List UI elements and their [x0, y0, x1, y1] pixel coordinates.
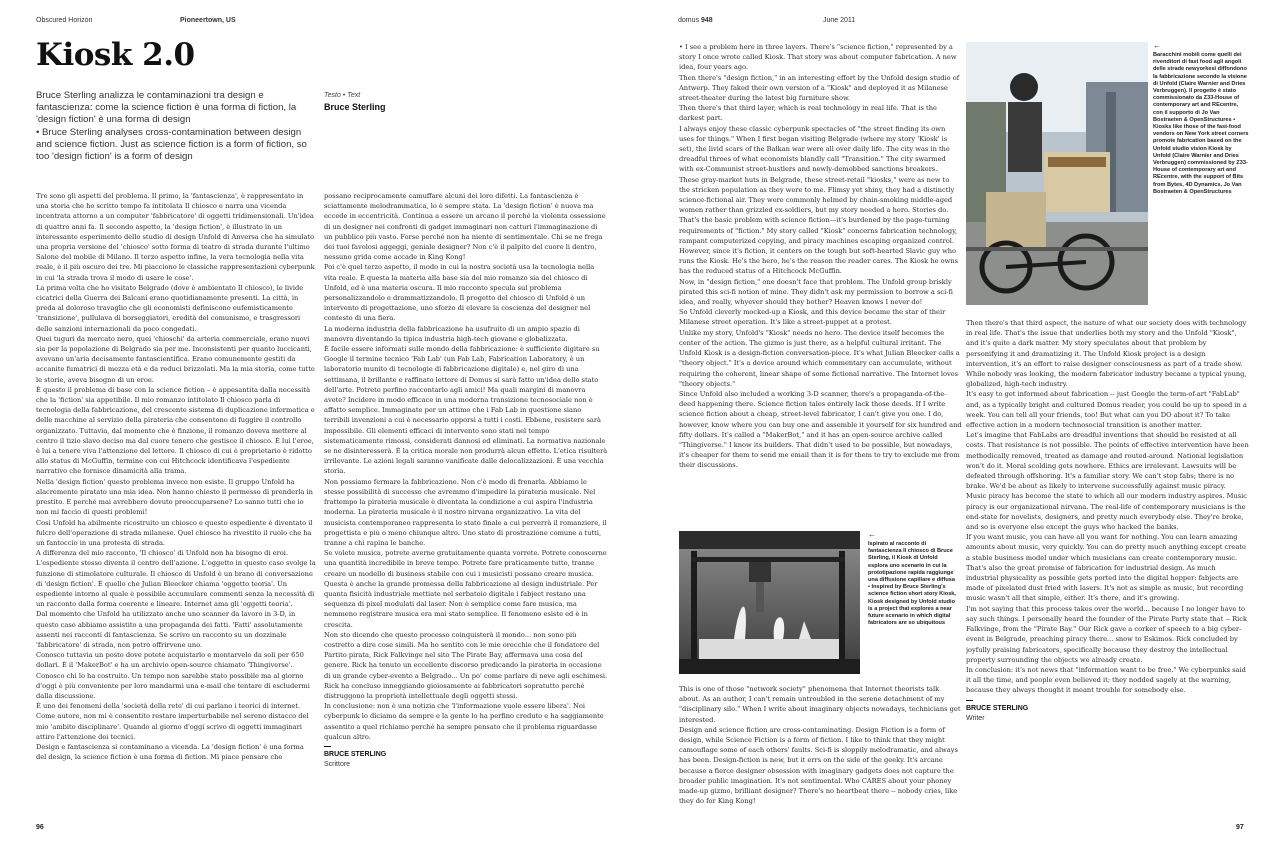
- body-column-1-bottom: [679, 684, 962, 814]
- caption-fabricator-text: Ispirato al racconto di fantascienza Il chiosco di Bruce Sterling, il Kiosk di Unfold esplora uno scenario in cui la prototipazione rapida raggiunge una diffusione capillare e diffusa • Inspired by Bruce Sterling's science fiction short story Kiosk, Kiosk designed by Unfold studio is a project that explores a near future scenario in which digital fabricators are so ubiquitous: [868, 541, 956, 627]
- standfirst-english: • Bruce Sterling analyses cross-contamination between design and science fiction. Just as science fiction is a form of fiction, so too 'design fiction' is a form of design: [36, 126, 307, 163]
- right-page: [640, 0, 1280, 849]
- standfirst-italian: Bruce Sterling analizza le contaminazioni tra design e fantascienza: come la science fiction è una forma di fiction, la 'design fiction' è una forma di design: [36, 90, 297, 126]
- body-paragraph: • I see a problem here in three layers. There's "science fiction," represented by a story I once wrote called Kiosk. That story was about computer fabrication. A new idea, four years ago.: [679, 43, 957, 72]
- body-paragraph: I always enjoy these classic cyberpunk spectacles of "the street finding its own uses for things." When I first began visiting Belgrade (where my story 'Kiosk' is set), the livid scars of the Balkan war were all over daily life. The city was in the dreadful throes of what economists blandly call "Transition." The city swarmed with ex-Communist street-hustlers and newly-demobbed sanctions breakers.: [679, 124, 950, 174]
- body-paragraph: Music piracy has become the state to which all our modern industry aspires. Music piracy is our organizational nirvana. The real-life of contemporary musicians is the end-state for novelists, designers, and pretty much everybody else. They're broke, and so is everyone else except the guys who hacked the banks.: [966, 492, 1247, 532]
- body-paragraph: Tre sono gli aspetti del problema. Il primo, la 'fantascienza', è rappresentato in una storia che ho scritto tempo fa intitolata Il chiosco e narra una vicenda incentrata attorno a un computer 'fabbricatore' di oggetti tridimensionali. Un'idea di quattro anni fa. Il secondo aspetto, la 'design fiction', è illustrato in un interessante esperimento dello studio di design Unfold di Anversa che ha simulato una propria versione del 'chiosco' sotto forma di teatro di strada durante l'ultimo Salone del mobile di Milano. Il terzo aspetto infine, la vera tecnologia nella vita reale, è il più oscuro dei tre. Mi piacciono le classiche rappresentazioni cyberpunk in cui 'la strada trova il modo di usare le cose'.: [36, 192, 315, 282]
- credit-label: Testo • Text: [324, 92, 361, 99]
- body-paragraph: È questo il problema di base con la science fiction – è appesantita dalla necessità che la 'fiction' sia appetibile. Il mio romanzo intitolato Il chiosco parla di tecnologia della fabbricazione, del crescente sistema di duplicazione informatica e delle macchine al servizio della pirateria che consentono di fuggire il controllo organizzato. Tuttavia, dal momento che è finzione, il romanzo doveva mettere al centro il tizio slavo deciso ma dal cuore tenero che gestisce il chiosco. È lui l'eroe, è lui a tenere viva l'attenzione del lettore. Il chiosco di cui è proprietario è ridotto allo status di McGuffin, termine con cui Hitchcock identificava l'espediente narrativo che fornisce dinamicità alla trama.: [36, 385, 315, 476]
- issue-number: 948: [700, 17, 713, 24]
- body-paragraph: Then there's that third aspect, the nature of what our society does with technology in real life. That's the issue that underlies both my story and the Unfold "Kiosk", and it's quite a dark matter. My story speculates about that problem by personifying it and dramatizing it. The Unfold Kiosk project is a design intervention, it's an effort to raise designer consciousness as part of a trade show.: [966, 319, 1247, 368]
- body-paragraph: Design e fantascienza si contaminano a vicenda. La 'design fiction' è una forma del design, la science fiction è una forma di fiction. Mi piace pensare che: [36, 742, 304, 762]
- body-column-2: [966, 318, 1249, 812]
- body-paragraph: These gray-market huts in Belgrade, these street-retail "kiosks," were as new to the stricken population as they were to me. Flimsy yet shiny, they had a distinctly science-fictional air. They were commonly helmed by chain-smoking middle-aged women rather than grizzled ex-soldiers, but my story needed a hero. Stories do.: [679, 175, 955, 215]
- body-column-2: [324, 191, 608, 811]
- signature-role: Writer: [966, 714, 985, 722]
- signature-name: BRUCE STERLING: [324, 750, 387, 758]
- body-column-1: [36, 191, 316, 812]
- body-paragraph: While nobody was looking, the modern fabricator industry became a typical young, globalized, high-tech industry.: [966, 370, 1247, 389]
- article-title: Kiosk 2.0: [36, 37, 195, 73]
- body-paragraph: It's easy to get informed about fabrication -- just Google the term-of-art "FabLab" and, as a typically bright and cultured Domus reader, you could be up to speed in a week. You can tell all your friends, too! But what can you DO about it? To take effective action in a modern technosocial transition is another matter.: [966, 390, 1247, 430]
- body-paragraph: Quei tuguri da mercato nero, quei 'chioschi' da arteria commerciale, erano nuovi sia per la popolazione di Belgrado sia per me. Inconsistenti per quanto luccicanti, avevano un'aria decisamente fantascientifica. Erano comunemente gestiti da accanite fumatrici di mezza età e da reduci brizzolati. Ma la mia storia, come tutte le storie, aveva bisogno di un eroe.: [36, 334, 315, 384]
- body-paragraph: That's also the great promise of fabrication for industrial design. As much industrial physicality as possible gets ported into the digital hopper: fabjects are made of pixelated dust fried with lasers. It's not as simple as music, but recording music wasn't all that simple, either. It's there, and it's growing.: [966, 563, 1244, 603]
- issue-date: June 2011: [823, 17, 856, 24]
- body-paragraph: Questa è anche la grande promessa della fabbricazione al design industriale. Per quanta fisicità industriale mettiate nel serbatoio digitale i fabject restano una sequenza di pixel modulati dal laser. Non è semplice come fare musica, ma nemmeno registrare musica era mai stato semplice. Il fenomeno esiste ed è in crescita.: [324, 579, 598, 629]
- standfirst: [36, 90, 316, 163]
- section-name: Obscured Horizon: [36, 17, 93, 24]
- arrow-left-icon: ←: [868, 531, 876, 539]
- arrow-left-icon: ←: [1153, 42, 1161, 50]
- signature-role: Scrittore: [324, 761, 351, 769]
- fabricator-photo: [679, 531, 860, 674]
- body-paragraph: Così Unfold ha abilmente ricostruito un chiosco e questo espediente è diventato il fulcro dell'operazione di strada milanese. Quel chiosco ha rivestito il ruolo che ha un fantoccio in una protesta di strada.: [36, 518, 313, 547]
- body-paragraph: La moderna industria della fabbricazione ha usufruito di un ampio spazio di manovra diventando la tipica industria high-tech giovane e globalizzata.: [324, 324, 580, 343]
- body-paragraph: Poi c'è quel terzo aspetto, il modo in cui la nostra società usa la tecnologia nella vita reale. È questa la materia alla base sia del mio romanzo sia del chiosco di Unfold, ed è una materia oscura. Il mio racconto specula sul problema personalizzandolo e drammatizzandolo. Il progetto del chiosco di Unfold è un intervento di progettazione, uno sforzo di elevare la coscienza del designer nel contesto di una fiera.: [324, 263, 595, 323]
- body-paragraph: So Unfold cleverly mocked-up a Kiosk, and this device became the star of their Milanese street operation. It's like a street-puppet at a protest.: [679, 308, 946, 327]
- body-paragraph: È facile essere informati sulle mondo della fabbricazione: è sufficiente digitare su Google il termine tecnico 'Fab Lab' (un Fab Lab, Fabrication Laboratory, è un laboratorio munito di tecnologie di fabbricazione digitale) e, nel giro di una settimana, il brillante e raffinato lettore di Domus si sarà fatto un'idea dello stato dell'arte. Potrete perfino raccontarlo agli amici! Ma quali margini di manovra avete? Incidere in modo efficace in una moderna transizione tecnosociale non è affatto semplice. Immaginate per un attimo che i Fab Lab in questione siano terribili invenzioni a cui è necessario opporsi a tutti i costi. Ebbene, resistere sarà impossibile. Gli elementi efficaci di intervento sono stati nel tempo sistematicamente rimossi, considerati dannosi ed eliminati. La normativa nazionale se ne disinteresserà. È la critica morale non produrrà alcun effetto. L'etica risulterà irrilevante. Le azioni legali saranno vanificate dalle delocalizzazioni. È una vecchia storia.: [324, 345, 608, 476]
- body-paragraph: I'm not saying that this process takes over the world... because I no longer have to say such things. I personally heard the founder of the Pirate Party state that -- Rick Falkvinge, from the "Pirate Bay." Our Rick gave a corker of speech to a big cyber-event in Belgrade, preaching piracy there... snow to Eskimos. Rick concluded by joyfully praising fabricators, specifically because they destroy the intellectual property surrounding the objects we already create.: [966, 604, 1247, 664]
- fabricator-illustration: [679, 531, 860, 674]
- caption-kiosk-text: Baracchini mobili come quelli dei rivenditori di fast food agli angoli delle strade newyorkesi diffondono la fabbricazione secondo la visione di Unfold (Claire Warnier and Dries Verbruggen). Il progetto è stato commissionato da Z33-House of contemporary art and REcentre, con il supporto di Jo Van Bostraeten & OpenStructures • Kiosks like those of the fast-food vendors on New York street corners promote fabrication based on the Unfold studio vision Kiosk by Unfold (Claire Warnier and Dries Verbruggen) commissioned by Z33-House of contemporary art and REcentre, with the support of Bits from Bytes, 4D Dynamics, Jo Van Bostraeten & OpenStructures: [1153, 52, 1249, 195]
- author-credit: [324, 92, 386, 112]
- body-paragraph: Non sto dicendo che questo processo coinquisterà il mondo... non sono più costretto a dire cose simili. Ma ho sentito con le mie orecchie che il fondatore del Partito pirata, Rick Falkvinge nel sito The Pirate Bay, affermava una cosa del genere. Rick ha tenuto un eccellente discorso predicando la pirateria in occasione di un grande cyber-evento a Belgrado... Un po' come parlare di neve agli eschimesi. Rick ha concluso inneggiando gioiosamente ai fabbricatori sopratutto perché distruggono la proprietà intellettuale degli oggetti stessi.: [324, 630, 608, 700]
- body-paragraph: Non possiamo fermare la fabbricazione. Non c'è modo di frenarla. Abbiamo le stesse possibilità di successo che avremmo d'impedire la pirateria musicale. Nel frattempo la pirateria musicale è diventata la condizione a cui aspira l'industria moderna. La pirateria musicale è il nostro nirvana organizzativo. La vita del musicista contemporaneo rappresenta lo stato finale a cui perverrà il romanziere, il progettista e più o meno chiunque altro. Uno stato di prostrazione comune a tutti, tranne a chi rapina le banche.: [324, 477, 607, 547]
- body-paragraph: Now, in "design fiction," one doesn't face that problem. The Unfold group briskly pirated this sci-fi notion of mine. They didn't ask my permission to borrow a sci-fi idea, and really, whyever should they bother? Heaven knows I never do!: [679, 277, 953, 307]
- magazine-name: domus: [678, 17, 700, 24]
- body-paragraph: Nella 'design fiction' questo problema invece non esiste. Il gruppo Unfold ha alacremente piratato una mia idea. Non hanno chiesto il permesso di prenderla in prestito. E perché mai avrebbero dovuto preoccuparsene? Lo sanno tutti che io non mi faccio di questi problemi!: [36, 477, 313, 517]
- location-name: Pioneertown, US: [180, 17, 236, 24]
- body-column-1-top: [679, 42, 962, 526]
- kiosk-illustration: [966, 42, 1148, 305]
- body-paragraph: Unlike my story, Unfold's "Kiosk" needs no hero. The device itself becomes the center of the action. The gizmo is just there, as a helpful cultural irritant. The Unfold Kiosk is a design-fiction conversation-piece. It's what Julian Bleecker calls a "theory object." It's a device around which commentary can accumulate, without requiring the coherent, linear shape of some fictional narrative. The Internet loves "theory objects.": [679, 328, 960, 388]
- body-paragraph: Dal momento che Unfold ha utilizzato anche uno scanner da lavoro in 3-D, in questo caso abbiamo assistito a una propaganda dei fatti. 'Fatti' assolutamente assenti nei racconti di fantascienza. Se scrivo un racconto su un dozzinale 'fabbricatore' di strada, non potrò offrirvene uno.: [36, 610, 303, 649]
- page-number: 97: [1236, 824, 1244, 831]
- credit-author: Bruce Sterling: [324, 102, 386, 112]
- body-paragraph: This is one of those "network society" phenomena that Internet theorists talk about. As an author, I can't remain untroubled in the serene detachment of my "disciplinary silo." When I write about imaginary objects nowadays, technicians get interested.: [679, 685, 961, 724]
- body-paragraph: Then there's that third layer, which is real technology in real life. That is the darkest part.: [679, 104, 937, 123]
- body-paragraph: Since Unfold also included a working 3-D scanner, there's a propaganda-of-the-deed happening there. Science fiction tales entirely lack those deeds. If I write science fiction about a cheap, street-level fabricator, I can't give you one. I do, however, know where you can buy one and assemble it yourself for six hundred and fifty dollars. It's called a "MakerBot," and it has an open-source archive called "Thingiverse." I know its builders. That didn't used to be possible, but nowadays, it's cheaper for them to send me email than it is for them to try to exclude me from their discussions.: [679, 389, 962, 470]
- location-header: [180, 17, 236, 24]
- magazine-header: [678, 17, 713, 24]
- date-header: [823, 17, 855, 24]
- body-paragraph: If you want music, you can have all you want for nothing. You can learn amazing amounts about music, very quickly. You can do pretty much anything except create a stable business model under which musicians can create contemporary music.: [966, 533, 1246, 562]
- caption-fabricator: [868, 531, 958, 681]
- body-paragraph: Conosco tuttavia un posto dove potete acquistarlo e montarvelo da soli per 650 dollari. È il 'MakerBot' e ha un archivio open-source chiamato 'Thingiverse'. Conosco chi lo ha costruito. Un tempo non sarebbe stato possibile ma al giorno d'oggi è più conveniente per loro mandarmi una e-mail che tentare di escludermi dalla discussione.: [36, 651, 310, 700]
- kiosk-photo: [966, 42, 1148, 305]
- signature-rule: [324, 746, 331, 747]
- signature-name: BRUCE STERLING: [966, 704, 1029, 712]
- body-paragraph: È uno dei fenomeni della 'società della rete' di cui parlano i teorici di internet. Come autore, non mi è consentito restare imperturbabile nel sereno distacco del mio 'ambito disciplinare'. Quando al giorno d'oggi scrivo di oggetti immaginari attiro l'attenzione dei tecnici.: [36, 702, 309, 741]
- section-header: [36, 17, 92, 24]
- body-paragraph: Design and science fiction are cross-contaminating. Design Fiction is a form of design, while Science Fiction is a form of fiction. I like to think that they might camouflage some of each others' faults. Sci-fi is sloppily melodramatic, and always has been. Design-fiction is new, but it errs on the side of the geeky. It's arcane because a fierce designer obsession with imaginary gadgets does not capture the broader public imagination. It's not sentimental. Who CARES about your phoney made-up gizmo, brilliant designer? There's no heartbeat there -- nobody cries, like they do for King Kong!: [679, 725, 958, 806]
- body-paragraph: La prima volta che ho visitato Belgrado (dove è ambientato Il chiosco), le livide cicatrici della Guerra dei Balcani erano quotidianamente presenti. La città, in preda al doloroso travaglio che gli economisti definiscono eufemisticamente 'transizione', pullulava di borseggiatori, eredità del comunismo, e trasgressori delle sanzioni internazionali da poco congedati.: [36, 283, 304, 333]
- body-paragraph: That's the basic problem with science fiction—it's burdened by the page-turning requirements of "fiction." My story called "Kiosk" concerns fabrication technology, rampant computerized copying, and piracy machines escaping organized control. However, since it's fiction, it centers on the tough but soft-hearted Slavic guy who runs the Kiosk. He's the hero, he's the reason the reader cares. The Kiosk he owns has the reduced status of a Hitchcock McGuffin.: [679, 216, 959, 276]
- body-paragraph: In conclusion: it's not news that "information want to be free." We cyberpunks said it all the time, and people even believed it; they nodded sagely at the warning, because they always thought it meant trouble for somebody else.: [966, 665, 1246, 695]
- body-paragraph: A differenza del mio racconto, 'Il chiosco' di Unfold non ha bisogno di eroi. L'espediente stesso diventa il centro dell'azione. L'oggetto in questo caso svolge la funzione di stimolatore culturale. Il chiosco di Unfold è un brano di conversazione di 'design fiction'. È quello che Julian Bleecker chiama 'oggetto teoria'. Un espediente intorno al quale è possibile accumulare commenti senza la necessità di un racconto dalla forma coerente e lineare. Internet ama gli 'oggetti teoria'.: [36, 549, 316, 609]
- body-paragraph: Let's imagine that FabLabs are dreadful inventions that should be resisted at all costs. That resistance is not possible. The points of effective intervention have been methodically removed, treated as damage and routed-around. National legislation won't do it. Moral scolding gets nowhere. Ethics are irrelevant. Lawsuits will be defeated through offshoring. It's a familiar story. We can't stop fabs; there is no brake. We'd be about as likely to intervene successfully against music piracy.: [966, 431, 1249, 491]
- body-paragraph: Se volete musica, potrete averne gratuitamente quanta vorrete. Potrete conoscerne una quantità incredibile in breve tempo. Potrete fare praticamente tutto, tranne creare un modello di business stabile con cui i musicisti possano creare musica.: [324, 549, 607, 578]
- caption-kiosk: [1153, 42, 1249, 268]
- page-number: 96: [36, 824, 44, 831]
- signature-rule: [966, 700, 973, 701]
- body-paragraph: Then there's "design fiction," in an interesting effort by the Unfold design studio of Antwerp. They faked their own version of a "Kiosk" and deployed it as Milanese street-theater during the latest big furniture show.: [679, 73, 960, 103]
- body-paragraph: In conclusione: non è una notizia che 'l'informazione vuole essere libera'. Noi cyberpunk lo diciamo da sempre e la gente lo ha perfino creduto e ha saggiamente assentito a quel richiamo perché ha sempre pensato che il problema riguardasse qualcun altro.: [324, 702, 604, 741]
- body-paragraph: possano reciprocamente camuffare alcuni dei loro difetti. La fantascienza è sciattamente melodrammatica, lo è sempre stata. La 'design fiction' è nuova ma eccede in eccentricità. Continua a essere un arcano il perché la violenta ossessione di un designer nei confronti di gadget immaginari non catturi l'immaginazione di un pubblico più vasto. Forse perché non ha niente di sentimentale. Chi se ne frega dei tuoi favolosi aggeggi, geniale designer? Non c'è il palpito del cuore li dentro, nessuno grida come accade in King Kong!: [324, 192, 606, 262]
